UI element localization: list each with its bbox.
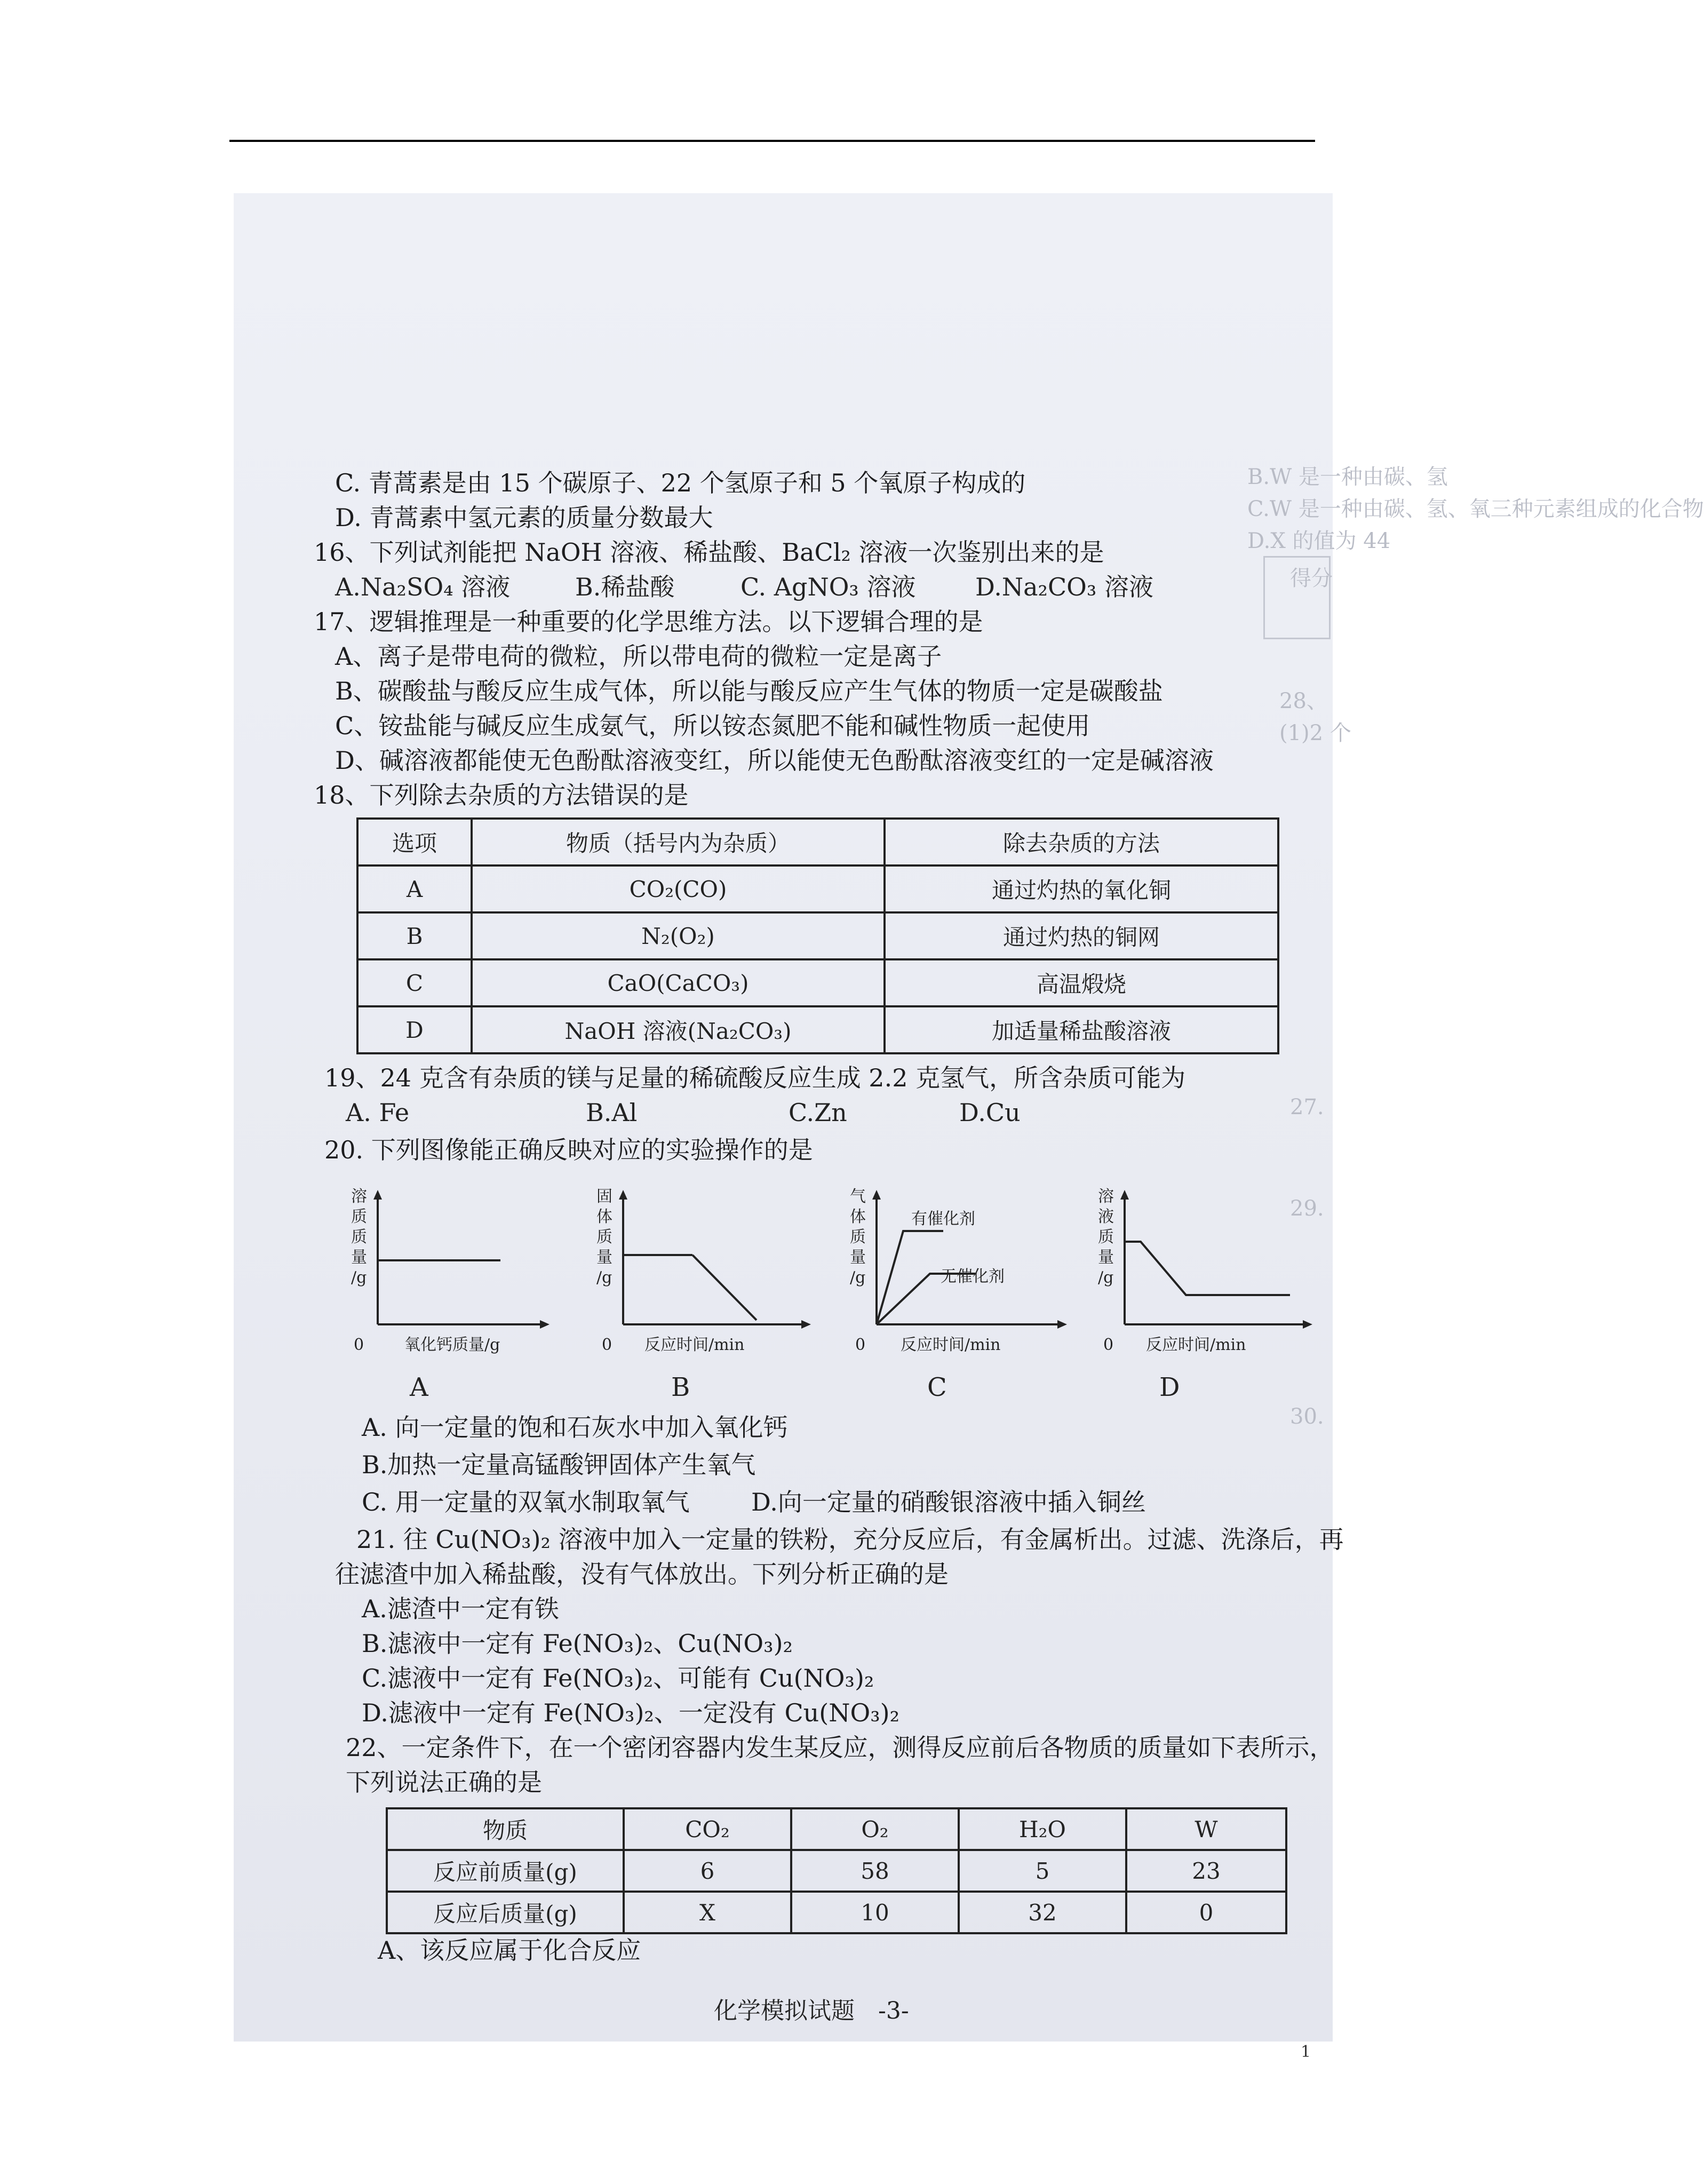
graph-a: [330, 1180, 554, 1356]
q16-option-c: C. AgNO₃ 溶液: [740, 573, 916, 601]
table-cell: 通过灼热的铜网: [885, 912, 1278, 959]
q16-option-b: B.稀盐酸: [575, 573, 675, 601]
table-cell: 23: [1126, 1850, 1286, 1892]
table-header: 除去杂质的方法: [885, 819, 1278, 865]
q19-option-b: B.Al: [586, 1098, 638, 1127]
curve-label: 无催化剂: [941, 1267, 1005, 1286]
curve: [1125, 1242, 1290, 1295]
x-label: 反应时间/min: [1146, 1336, 1246, 1354]
table-cell: 反应后质量(g): [387, 1892, 624, 1933]
q15-option-d: D. 青蒿素中氢元素的质量分数最大: [335, 503, 713, 532]
table-header: 选项: [357, 819, 472, 865]
table-header: H₂O: [959, 1808, 1126, 1850]
y-label: /g: [596, 1268, 612, 1287]
q19-option-a: A. Fe: [346, 1098, 410, 1127]
origin-label: 0: [855, 1336, 866, 1354]
origin-label: 0: [602, 1336, 612, 1354]
y-axis-arrow: [872, 1190, 881, 1200]
q20-option-d: D.向一定量的硝酸银溶液中插入铜丝: [751, 1488, 1146, 1516]
y-label: /g: [1098, 1268, 1114, 1287]
q19-option-c: C.Zn: [789, 1098, 847, 1127]
table-cell: 10: [791, 1892, 959, 1933]
y-label: 质: [1098, 1228, 1114, 1246]
q16-option-a: A.Na₂SO₄ 溶液: [335, 573, 511, 601]
q22-table: [386, 1807, 1287, 1934]
bleed-text: D.X 的值为 44: [1247, 529, 1391, 553]
y-label: /g: [850, 1268, 866, 1287]
y-label: 体: [850, 1208, 866, 1226]
origin-label: 0: [1103, 1336, 1114, 1354]
q17-option-a: A、离子是带电荷的微粒，所以带电荷的微粒一定是离子: [335, 642, 942, 671]
q17-stem: 17、逻辑推理是一种重要的化学思维方法。以下逻辑合理的是: [314, 607, 983, 636]
y-label: 质: [351, 1208, 367, 1226]
q18-table: [356, 817, 1279, 1054]
table-cell: CaO(CaCO₃): [472, 959, 885, 1006]
table-cell: 6: [624, 1850, 791, 1892]
y-axis-arrow: [1120, 1190, 1129, 1200]
x-label: 反应时间/min: [901, 1336, 1001, 1354]
table-cell: B: [357, 912, 472, 959]
q22-option-a: A、该反应属于化合反应: [378, 1936, 641, 1965]
q17-option-d: D、碱溶液都能使无色酚酞溶液变红，所以能使无色酚酞溶液变红的一定是碱溶液: [335, 746, 1214, 775]
table-header: W: [1126, 1808, 1286, 1850]
y-label: 气: [850, 1187, 866, 1206]
header-rule: [229, 140, 1315, 142]
origin-label: 0: [354, 1336, 364, 1354]
y-label: 量: [850, 1248, 866, 1267]
y-label: 量: [351, 1248, 367, 1267]
table-cell: NaOH 溶液(Na₂CO₃): [472, 1006, 885, 1053]
q19-stem: 19、24 克含有杂质的镁与足量的稀硫酸反应生成 2.2 克氢气，所含杂质可能为: [324, 1063, 1186, 1092]
graph-b: [580, 1180, 815, 1356]
y-label: 质: [596, 1228, 612, 1246]
q21-stem-line2: 往滤渣中加入稀盐酸，没有气体放出。下列分析正确的是: [335, 1560, 949, 1589]
table-header: 物质: [387, 1808, 624, 1850]
q20-option-c: C. 用一定量的双氧水制取氧气: [362, 1488, 690, 1516]
table-cell: 反应前质量(g): [387, 1850, 624, 1892]
table-cell: 通过灼热的氧化铜: [885, 865, 1278, 912]
q21-stem-line1: 21. 往 Cu(NO₃)₂ 溶液中加入一定量的铁粉，充分反应后，有金属析出。过滤、洗涤后，再: [356, 1525, 1344, 1554]
bleed-text: 29.: [1290, 1196, 1324, 1221]
x-axis-arrow: [801, 1320, 811, 1329]
x-label: 氧化钙质量/g: [404, 1336, 500, 1354]
q16-stem: 16、下列试剂能把 NaOH 溶液、稀盐酸、BaCl₂ 溶液一次鉴别出来的是: [314, 538, 1104, 567]
table-header: CO₂: [624, 1808, 791, 1850]
table-cell: 32: [959, 1892, 1126, 1933]
y-label: 溶: [351, 1187, 367, 1206]
table-cell: C: [357, 959, 472, 1006]
table-cell: CO₂(CO): [472, 865, 885, 912]
graph-d-letter: D: [1159, 1372, 1180, 1402]
bleed-text: (1)2 个: [1279, 721, 1351, 745]
y-label: /g: [351, 1268, 367, 1287]
bleed-text: 得分: [1290, 566, 1333, 591]
q21-option-c: C.滤液中一定有 Fe(NO₃)₂、可能有 Cu(NO₃)₂: [362, 1664, 874, 1693]
q19-option-d: D.Cu: [959, 1098, 1021, 1127]
q17-option-b: B、碳酸盐与酸反应生成气体，所以能与酸反应产生气体的物质一定是碳酸盐: [335, 677, 1163, 705]
x-axis-arrow: [1303, 1320, 1312, 1329]
table-cell: X: [624, 1892, 791, 1933]
q20-option-b: B.加热一定量高锰酸钾固体产生氧气: [362, 1450, 756, 1479]
bleed-box: [1263, 556, 1331, 639]
exam-photo: [234, 193, 1704, 2042]
curve-label: 有催化剂: [911, 1210, 975, 1228]
x-axis-arrow: [540, 1320, 550, 1329]
y-label: 液: [1098, 1208, 1114, 1226]
q15-option-c: C. 青蒿素是由 15 个碳原子、22 个氢原子和 5 个氧原子构成的: [335, 468, 1026, 497]
q17-option-c: C、铵盐能与碱反应生成氨气，所以铵态氮肥不能和碱性物质一起使用: [335, 711, 1090, 740]
bleed-text: 30.: [1290, 1404, 1324, 1429]
y-label: 质: [850, 1228, 866, 1246]
y-label: 溶: [1098, 1187, 1114, 1206]
table-cell: 58: [791, 1850, 959, 1892]
y-label: 量: [596, 1248, 612, 1267]
page-footer: 化学模拟试题 -3-: [714, 1997, 909, 2024]
q21-option-b: B.滤液中一定有 Fe(NO₃)₂、Cu(NO₃)₂: [362, 1629, 793, 1658]
table-cell: 加适量稀盐酸溶液: [885, 1006, 1278, 1053]
graph-c: [837, 1180, 1071, 1356]
table-cell: 高温煅烧: [885, 959, 1278, 1006]
graph-d: [1082, 1180, 1317, 1356]
curve: [692, 1255, 757, 1320]
y-label: 量: [1098, 1248, 1114, 1267]
bleed-text: C.W 是一种由碳、氢、氧三种元素组成的化合物: [1247, 497, 1704, 521]
q21-option-a: A.滤渣中一定有铁: [362, 1594, 559, 1623]
curve-with-catalyst: [877, 1231, 943, 1324]
table-cell: 0: [1126, 1892, 1286, 1933]
q20-option-a: A. 向一定量的饱和石灰水中加入氧化钙: [362, 1413, 788, 1442]
page-number: 1: [1301, 2043, 1311, 2061]
y-axis-arrow: [373, 1190, 382, 1200]
table-header: 物质（括号内为杂质）: [472, 819, 885, 865]
x-axis-arrow: [1057, 1320, 1067, 1329]
q22-stem-line2: 下列说法正确的是: [346, 1768, 542, 1797]
bleed-text: B.W 是一种由碳、氢: [1247, 465, 1448, 489]
y-label: 体: [596, 1208, 612, 1226]
table-cell: N₂(O₂): [472, 912, 885, 959]
table-cell: 5: [959, 1850, 1126, 1892]
graph-c-letter: C: [927, 1372, 947, 1402]
q21-option-d: D.滤液中一定有 Fe(NO₃)₂、一定没有 Cu(NO₃)₂: [362, 1698, 900, 1727]
bleed-text: 27.: [1290, 1095, 1324, 1119]
q16-option-d: D.Na₂CO₃ 溶液: [975, 573, 1153, 601]
table-cell: D: [357, 1006, 472, 1053]
y-axis-arrow: [619, 1190, 627, 1200]
q18-stem: 18、下列除去杂质的方法错误的是: [314, 781, 689, 809]
table-header: O₂: [791, 1808, 959, 1850]
y-label: 固: [596, 1187, 612, 1206]
graph-a-letter: A: [410, 1372, 428, 1402]
bleed-text: 28、: [1279, 689, 1328, 713]
x-label: 反应时间/min: [644, 1336, 745, 1354]
y-label: 质: [351, 1228, 367, 1246]
table-cell: A: [357, 865, 472, 912]
q22-stem-line1: 22、一定条件下，在一个密闭容器内发生某反应，测得反应前后各物质的质量如下表所示，: [346, 1733, 1334, 1762]
graph-b-letter: B: [671, 1372, 690, 1402]
q20-stem: 20. 下列图像能正确反映对应的实验操作的是: [324, 1135, 813, 1164]
